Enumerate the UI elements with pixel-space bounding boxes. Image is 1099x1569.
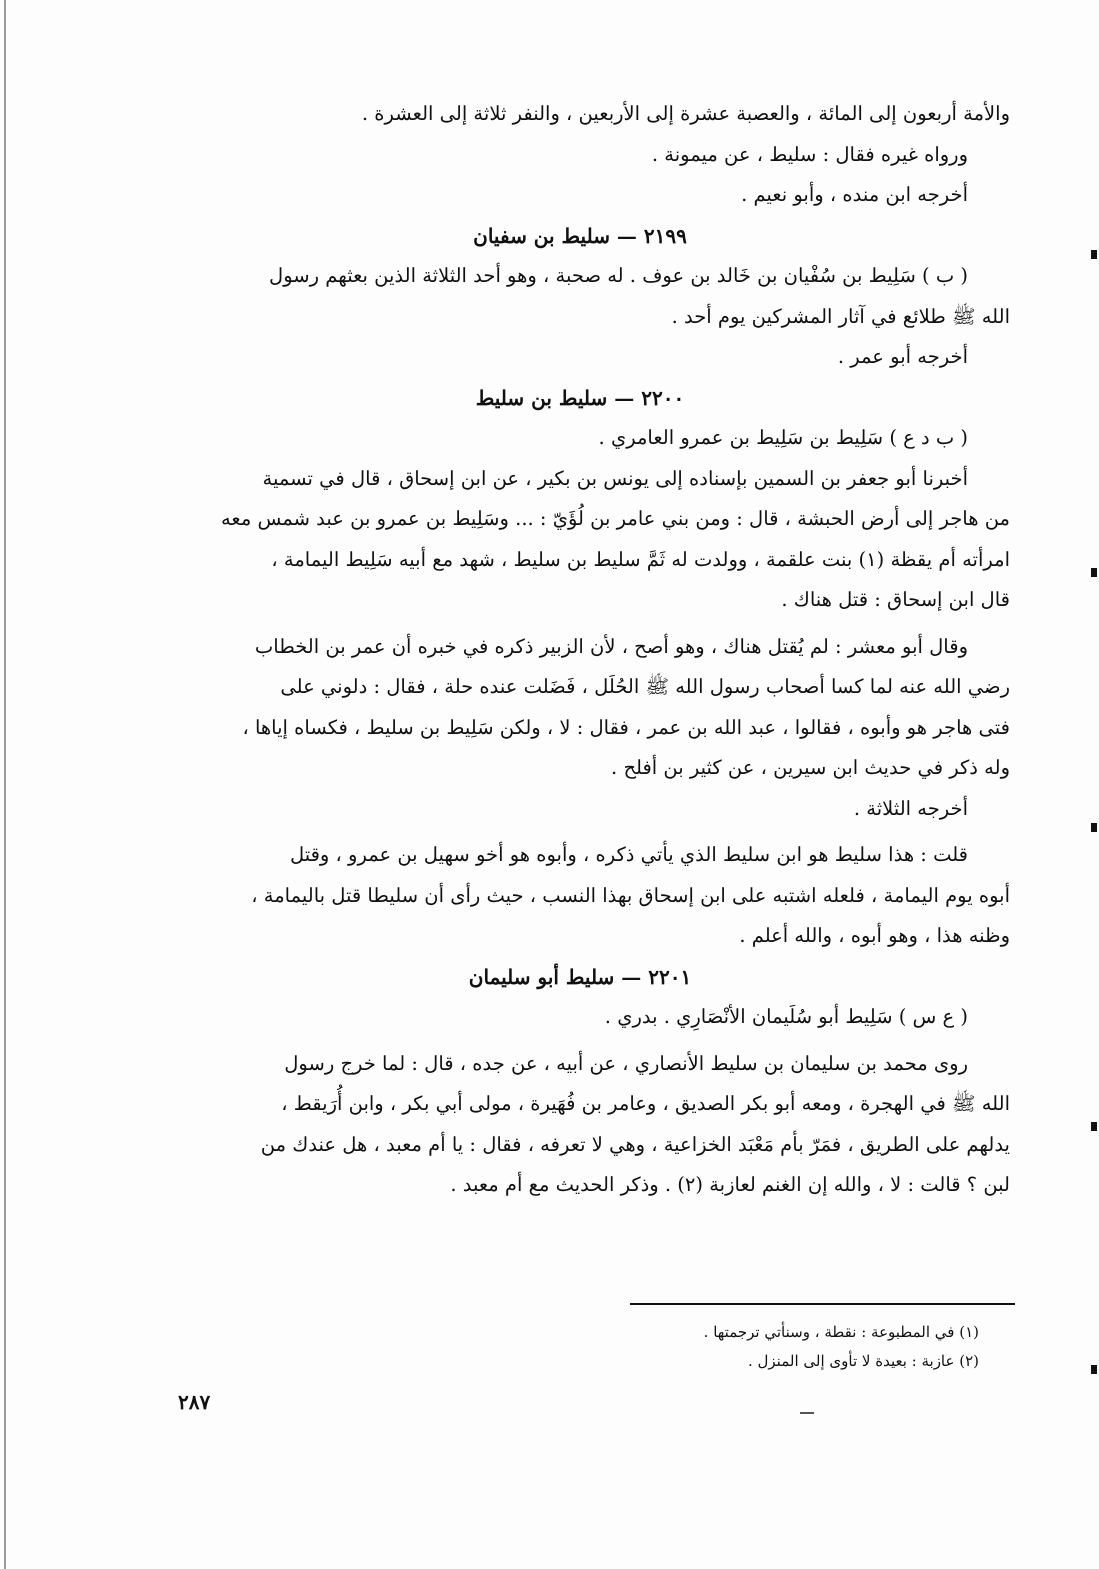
entry-heading: ٢٢٠١ — سليط أبو سليمان xyxy=(468,964,692,989)
text-line: رضي الله عنه لما كسا أصحاب رسول الله ﷺ الحُلَل ، فَضَلت عنده حلة ، فقال : دلوني على xyxy=(280,675,1010,698)
text-line: ورواه غيره فقال : سليط ، عن ميمونة . xyxy=(651,142,968,166)
margin-mark xyxy=(1091,250,1097,259)
footnote: (١) في المطبوعة : نقطة ، وسنأتي ترجمتها . xyxy=(703,1323,979,1341)
text-line: والأمة أربعون إلى المائة ، والعصبة عشرة إلى الأربعين ، والنفر ثلاثة إلى العشرة . xyxy=(361,102,1010,125)
footnote-divider xyxy=(630,1303,1015,1305)
text-line: لبن ؟ قالت : لا ، والله إن الغنم لعازبة (٢) . وذكر الحديث مع أم معبد . xyxy=(450,1173,1010,1196)
entry-heading: ٢٢٠٠ — سليط بن سليط xyxy=(475,385,685,410)
margin-mark xyxy=(1091,568,1097,577)
margin-mark xyxy=(1091,823,1097,832)
text-line: ( ب ) سَلِيط بن سُفْيان بن خَالد بن عوف . له صحبة ، وهو أحد الثلاثة الذين بعثهم رسول xyxy=(269,264,968,287)
footnotes xyxy=(559,1318,979,1376)
text-line: أخرجه أبو عمر . xyxy=(837,345,968,368)
text-line: ( ع س ) سَلِيط أبو سُلَيمان الأنْصَارِي . بدري . xyxy=(604,1005,968,1028)
text-line: قال ابن إسحاق : قتل هناك . xyxy=(781,588,1010,611)
text-line: أبوه يوم اليمامة ، فلعله اشتبه على ابن إسحاق بهذا النسب ، حيث رأى أن سليطا قتل باليمامة ، xyxy=(251,883,1010,907)
main-text xyxy=(150,94,1010,1206)
text-line: يدلهم على الطريق ، فمَرّ بأم مَعْبَد الخزاعية ، وهي لا تعرفه ، فقال : يا أم معبد ، هل عندك من xyxy=(260,1132,1010,1156)
text-line: قلت : هذا سليط هو ابن سليط الذي يأتي ذكره ، وأبوه هو أخو سهيل بن عمرو ، وقتل xyxy=(289,843,968,866)
text-line: من هاجر إلى أرض الحبشة ، قال : ومن بني عامر بن لُؤَيّ : ... وسَلِيط بن عمرو بن عبد شمس معه xyxy=(220,507,1010,530)
margin-mark xyxy=(1091,1365,1097,1374)
entry-heading: ٢١٩٩ — سليط بن سفيان xyxy=(473,223,687,248)
text-line: أخرجه ابن منده ، وأبو نعيم . xyxy=(741,183,968,206)
page-number: ٢٨٧ xyxy=(178,1390,211,1414)
text-line: أخرجه الثلاثة . xyxy=(853,796,968,820)
scan-edge xyxy=(4,0,6,1569)
text-line: وقال أبو معشر : لم يُقتل هناك ، وهو أصح ، لأن الزبير ذكره في خبره أن عمر بن الخطاب xyxy=(254,634,968,658)
text-line: ( ب د ع ) سَلِيط بن سَلِيط بن عمرو العامري . xyxy=(598,426,968,449)
text-line: روى محمد بن سليمان بن سليط الأنصاري ، عن أبيه ، عن جده ، قال : لما خرج رسول xyxy=(284,1051,968,1075)
text-line: وله ذكر في حديث ابن سيرين ، عن كثير بن أفلح . xyxy=(611,756,1010,779)
text-line: أخبرنا أبو جعفر بن السمين بإسناده إلى يونس بن بكير ، عن ابن إسحاق ، قال في تسمية xyxy=(262,466,968,490)
text-line: الله ﷺ طلائع في آثار المشركين يوم أحد . xyxy=(671,304,1010,328)
text-line: الله ﷺ في الهجرة ، ومعه أبو بكر الصديق ، وعامر بن فُهَيرة ، مولى أبي بكر ، وابن أُرَيقط ، xyxy=(281,1092,1010,1115)
text-line: فتى هاجر هو وأبوه ، فقالوا ، عبد الله بن عمر ، فقال : لا ، ولكن سَلِيط بن سليط ، فكساه إياها ، xyxy=(242,715,1010,739)
text-line: امرأته أم يقظة (١) بنت علقمة ، وولدت له ثَمَّ سليط بن سليط ، شهد مع أبيه سَلِيط اليمامة ، xyxy=(271,547,1010,571)
text-line: وظنه هذا ، وهو أبوه ، والله أعلم . xyxy=(739,924,1010,947)
page-mark xyxy=(800,1412,814,1414)
footnote: (٢) عازبة : بعيدة لا تأوى إلى المنزل . xyxy=(747,1352,979,1370)
margin-mark xyxy=(1091,1122,1097,1131)
